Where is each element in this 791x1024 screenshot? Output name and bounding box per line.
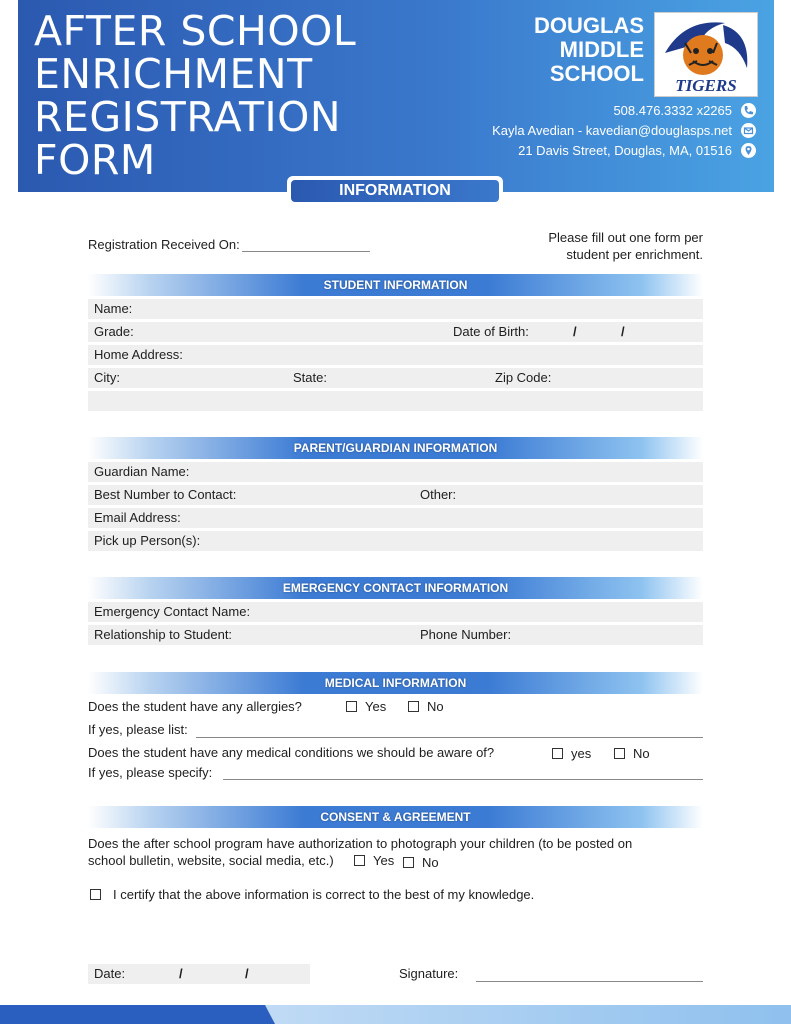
allergies-list-input[interactable] <box>196 736 703 738</box>
form-note: Please fill out one form per student per enrichment. <box>548 230 703 262</box>
school-name: DOUGLAS MIDDLE SCHOOL <box>534 13 644 86</box>
photo-consent-question-line2: school bulletin, website, social media, etc.) <box>88 853 334 868</box>
conditions-specify-input[interactable] <box>223 778 703 780</box>
form-title: AFTER SCHOOL ENRICHMENT REGISTRATION FORM <box>34 7 357 184</box>
photo-consent-question-line1: Does the after school program have authorization to photograph your children (to be posted on <box>88 836 633 851</box>
grade-dob-row[interactable]: Grade: Date of Birth: / / <box>88 322 703 342</box>
conditions-yes-option[interactable]: yes <box>552 746 591 762</box>
contact-number-row[interactable]: Best Number to Contact: Other: <box>88 485 703 505</box>
location-pin-icon <box>741 143 756 158</box>
allergies-no-option[interactable]: No <box>408 699 444 715</box>
guardian-email-field[interactable]: Email Address: <box>88 508 703 528</box>
allergies-question: Does the student have any allergies? <box>88 699 302 714</box>
guardian-name-field[interactable]: Guardian Name: <box>88 462 703 482</box>
registration-received-field: Registration Received On: <box>88 237 370 252</box>
guardian-information-heading: PARENT/GUARDIAN INFORMATION <box>88 437 703 459</box>
signature-input[interactable] <box>476 980 703 982</box>
date-field[interactable]: Date: / / <box>88 964 310 984</box>
photo-no-checkbox[interactable] <box>403 857 414 868</box>
medical-information-heading: MEDICAL INFORMATION <box>88 672 703 694</box>
conditions-no-checkbox[interactable] <box>614 748 625 759</box>
contact-email: Kayla Avedian - kavedian@douglasps.net <box>356 123 756 138</box>
conditions-no-option[interactable]: No <box>614 746 650 762</box>
allergies-no-checkbox[interactable] <box>408 701 419 712</box>
footer-band <box>0 1005 791 1024</box>
conditions-question: Does the student have any medical conditions we should be aware of? <box>88 745 495 760</box>
consent-agreement-heading: CONSENT & AGREEMENT <box>88 806 703 828</box>
emergency-contact-heading: EMERGENCY CONTACT INFORMATION <box>88 577 703 599</box>
allergies-list-label: If yes, please list: <box>88 722 188 737</box>
contact-phone: 508.476.3332 x2265 <box>356 103 756 118</box>
registration-date-input[interactable] <box>242 237 370 252</box>
photo-yes-checkbox[interactable] <box>354 855 365 866</box>
allergies-yes-option[interactable]: Yes <box>346 699 386 715</box>
address-extra-field[interactable] <box>88 391 703 411</box>
information-tab: INFORMATION <box>287 176 503 206</box>
photo-no-option[interactable]: No <box>403 855 439 871</box>
tigers-logo <box>654 12 758 97</box>
student-name-field[interactable]: Name: <box>88 299 703 319</box>
certify-option[interactable]: I certify that the above information is correct to the best of my knowledge. <box>90 887 534 903</box>
emergency-contact-name-field[interactable]: Emergency Contact Name: <box>88 602 703 622</box>
conditions-specify-label: If yes, please specify: <box>88 765 213 780</box>
logo-wordmark: TIGERS <box>675 76 737 95</box>
student-information-heading: STUDENT INFORMATION <box>88 274 703 296</box>
city-state-zip-row[interactable]: City: State: Zip Code: <box>88 368 703 388</box>
certify-checkbox[interactable] <box>90 889 101 900</box>
photo-yes-option[interactable]: Yes <box>354 853 394 869</box>
home-address-field[interactable]: Home Address: <box>88 345 703 365</box>
relationship-phone-row[interactable]: Relationship to Student: Phone Number: <box>88 625 703 645</box>
signature-label: Signature: <box>399 966 459 981</box>
email-icon <box>741 123 756 138</box>
phone-icon <box>741 103 756 118</box>
contact-address: 21 Davis Street, Douglas, MA, 01516 <box>356 143 756 158</box>
pickup-person-field[interactable]: Pick up Person(s): <box>88 531 703 551</box>
allergies-yes-checkbox[interactable] <box>346 701 357 712</box>
conditions-yes-checkbox[interactable] <box>552 748 563 759</box>
